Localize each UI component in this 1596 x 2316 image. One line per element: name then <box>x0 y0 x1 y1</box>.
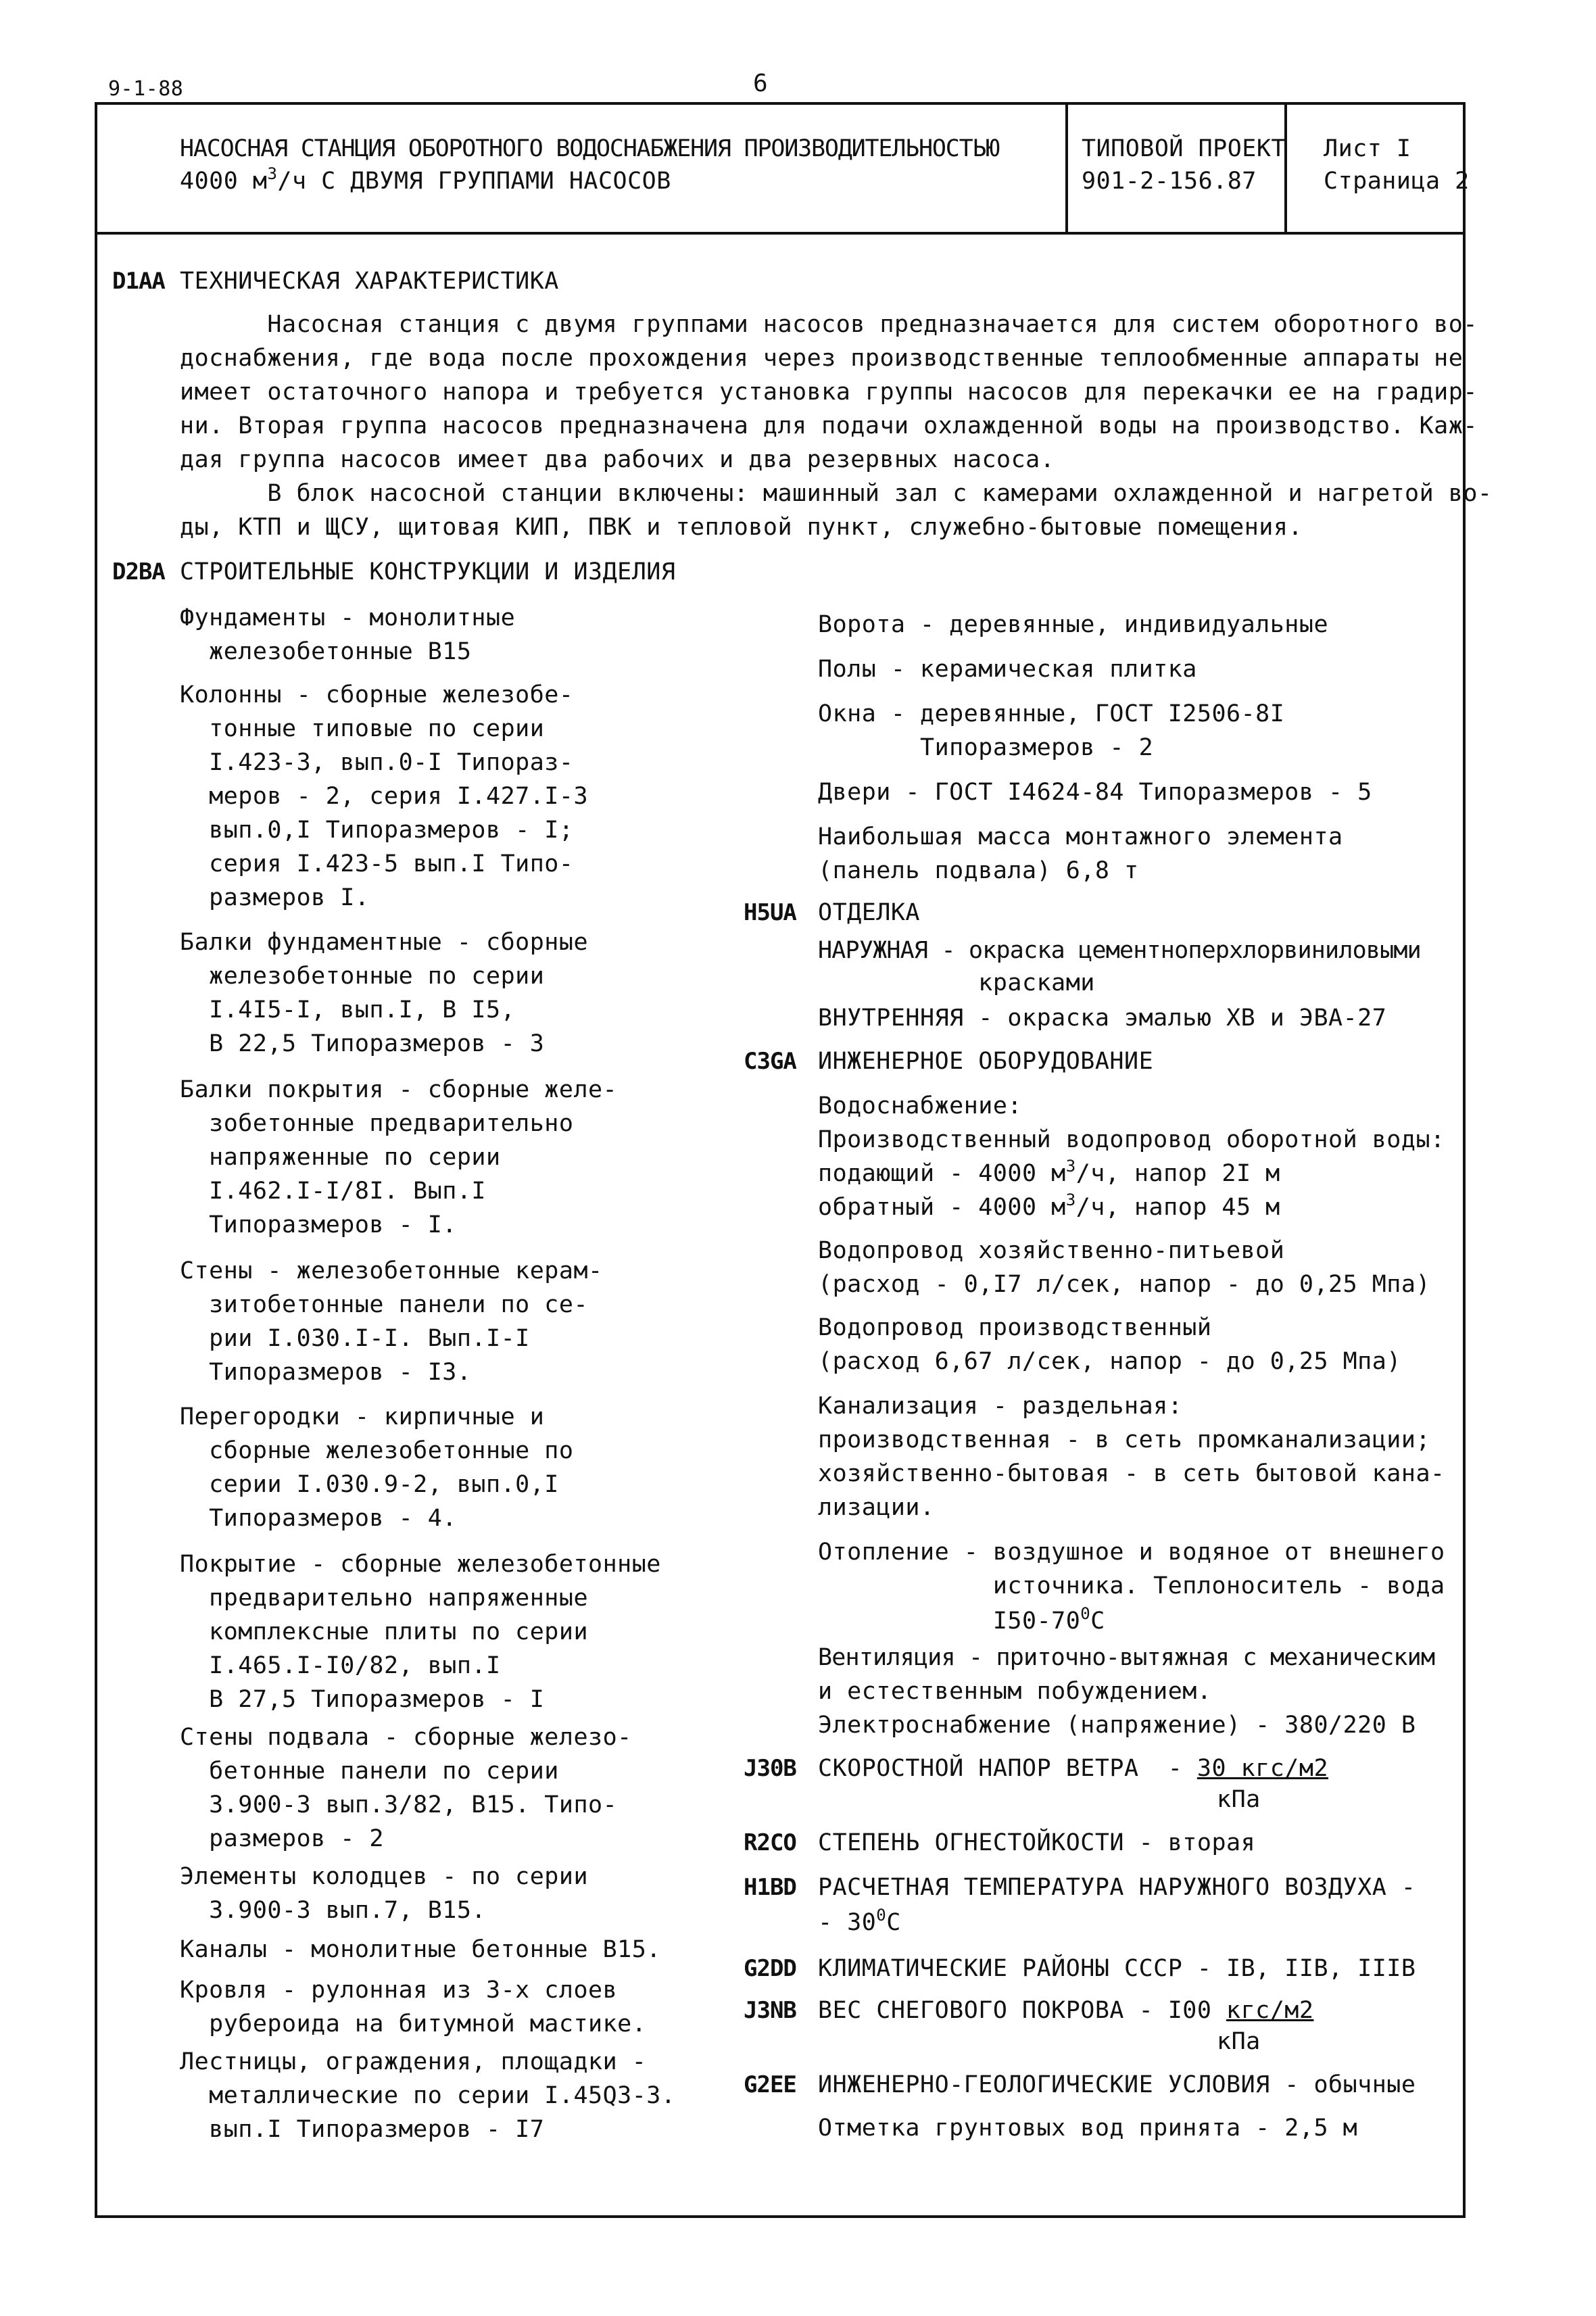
construct-left-line: Кровля - рулонная из 3-х слоев <box>180 1977 618 2004</box>
sewer-line: производственная - в сеть промканализации; <box>818 1426 1431 1453</box>
construct-left-line: Лестницы, ограждения, площадки - <box>180 2048 647 2075</box>
construct-left-line: Колонны - сборные железобе- <box>180 681 574 708</box>
construct-left-line: тонные типовые по серии <box>180 715 545 742</box>
construct-left-line: рии I.030.I-I. Вып.I-I <box>180 1325 530 1352</box>
tech-line: имеет остаточного напора и требуется установка группы насосов для перекачки ее на градир- <box>180 379 1478 406</box>
sheet-code: 9-1-88 <box>108 77 184 101</box>
geo-code: G2EE <box>744 2071 796 2098</box>
page-label: Страница 2 <box>1324 168 1470 195</box>
construct-left-line: вып.0,I Типоразмеров - I; <box>180 817 574 844</box>
construct-left-line: размеров - 2 <box>180 1825 385 1852</box>
temp-text: РАСЧЕТНАЯ ТЕМПЕРАТУРА НАРУЖНОГО ВОЗДУХА - <box>818 1874 1416 1901</box>
equip-heading: ИНЖЕНЕРНОЕ ОБОРУДОВАНИЕ <box>818 1048 1154 1075</box>
fire-code: R2CO <box>744 1829 796 1856</box>
temp-code: H1BD <box>744 1874 796 1901</box>
construct-left-line: Элементы колодцев - по серии <box>180 1863 589 1890</box>
construct-left-line: вып.I Типоразмеров - I7 <box>180 2116 545 2143</box>
project-number: 901-2-156.87 <box>1082 168 1257 195</box>
snow-value: кгс/м2 <box>1226 1997 1314 2024</box>
construct-right-line: Окна - деревянные, ГОСТ I2506-8I <box>818 700 1285 727</box>
tech-line: В блок насосной станции включены: машинный зал с камерами охлажденной и нагретой во- <box>180 480 1493 507</box>
construct-left-line: серия I.423-5 вып.I Типо- <box>180 850 574 877</box>
sheet-label: Лист I <box>1324 135 1411 162</box>
heating-line: источника. Теплоноситель - вода <box>818 1572 1445 1599</box>
industrial-line: Водопровод производственный <box>818 1314 1212 1341</box>
equip-code: C3GA <box>744 1048 796 1075</box>
construct-left-line: меров - 2, серия I.427.I-3 <box>180 783 589 810</box>
title-line-2: 4000 $м^3/ч$ С ДВУМЯ ГРУППАМИ НАСОСОВ <box>180 164 671 195</box>
finish-code: H5UA <box>744 899 796 926</box>
tech-line: доснабжения, где вода после прохождения через производственные теплообменные аппараты не <box>180 345 1464 372</box>
tech-line: дая группа насосов имеет два рабочих и два резервных насоса. <box>180 446 1055 473</box>
construct-left-line: железобетонные по серии <box>180 963 545 990</box>
tech-heading: ТЕХНИЧЕСКАЯ ХАРАКТЕРИСТИКА <box>180 268 559 295</box>
water-title: Водоснабжение: <box>818 1092 1023 1119</box>
construct-left-line: предварительно напряженные <box>180 1585 589 1612</box>
construct-right-line: Типоразмеров - 2 <box>818 734 1154 761</box>
wind-value: 30 кгс/м2 <box>1196 1755 1329 1782</box>
construct-left-line: 3.900-3 вып.7, В15. <box>180 1897 487 1924</box>
construct-left-line: I.4I5-I, вып.I, В I5, <box>180 996 516 1023</box>
construct-left-line: Балки покрытия - сборные желе- <box>180 1076 618 1103</box>
construct-left-line: Фундаменты - монолитные <box>180 604 516 631</box>
household-line: Водопровод хозяйственно-питьевой <box>818 1237 1285 1264</box>
temp-value: - $30^0С$ <box>818 1906 901 1936</box>
sewer-line: лизации. <box>818 1494 935 1521</box>
climate-code: G2DD <box>744 1955 796 1982</box>
construct-right-line: Наибольшая масса монтажного элемента <box>818 823 1343 850</box>
construct-left-line: Каналы - монолитные бетонные В15. <box>180 1936 661 1963</box>
construct-right-line: Двери - ГОСТ I4624-84 Типоразмеров - 5 <box>818 779 1372 806</box>
power-line: Электроснабжение (напряжение) - 380/220 В <box>818 1712 1416 1739</box>
construct-left-line: бетонные панели по серии <box>180 1758 559 1785</box>
construct-heading: СТРОИТЕЛЬНЫЕ КОНСТРУКЦИИ И ИЗДЕЛИЯ <box>180 558 676 585</box>
fire-text: СТЕПЕНЬ ОГНЕСТОЙКОСТИ - вторая <box>818 1829 1256 1856</box>
header-col-divider-1 <box>1065 102 1068 233</box>
construct-left-line: Типоразмеров - I. <box>180 1211 457 1238</box>
heating-line: Отопление - воздушное и водяное от внешнего <box>818 1539 1445 1566</box>
sewer-line: Канализация - раздельная: <box>818 1393 1183 1420</box>
construct-left-line: 3.900-3 вып.3/82, В15. Типо- <box>180 1791 618 1818</box>
construct-left-line: Перегородки - кирпичные и <box>180 1403 545 1430</box>
vent-line: и естественным побуждением. <box>818 1678 1212 1705</box>
industrial-line: (расход 6,67 л/сек, напор - до 0,25 Мпа) <box>818 1348 1401 1375</box>
construct-left-line: I.465.I-I0/82, вып.I <box>180 1652 501 1679</box>
header-col-divider-2 <box>1284 102 1287 233</box>
finish-line: красками <box>818 969 1095 996</box>
construct-left-line: Стены - железобетонные керам- <box>180 1257 603 1284</box>
construct-left-line: В 22,5 Типоразмеров - 3 <box>180 1030 545 1057</box>
construct-code: D2BA <box>112 558 165 585</box>
construct-left-line: Стены подвала - сборные железо- <box>180 1724 632 1751</box>
wind-code: J30B <box>744 1755 796 1782</box>
vent-line: Вентиляция - приточно-вытяжная с механическим <box>818 1644 1435 1671</box>
return-line: обратный - 4000 $м^3/ч$, напор 45 м <box>818 1190 1280 1221</box>
climate-text: КЛИМАТИЧЕСКИЕ РАЙОНЫ СССР - IВ, IIВ, IIIВ <box>818 1955 1416 1982</box>
construct-left-line: металлические по серии I.45Q3-3. <box>180 2082 676 2109</box>
construct-left-line: напряженные по серии <box>180 1144 501 1171</box>
tech-code: D1AA <box>112 268 165 295</box>
construct-left-line: комплексные плиты по серии <box>180 1618 589 1645</box>
construct-left-line: железобетонные В15 <box>180 638 472 665</box>
title-line-1: НАСОСНАЯ СТАНЦИЯ ОБОРОТНОГО ВОДОСНАБЖЕНИЯ ПРОИЗВОДИТЕЛЬНОСТЬЮ <box>180 135 1000 162</box>
construct-right-line: (панель подвала) 6,8 т <box>818 857 1139 884</box>
tech-line: Насосная станция с двумя группами насосов предназначается для систем оборотного во- <box>180 311 1478 338</box>
finish-line: НАРУЖНАЯ - окраска цементноперхлорвиниловыми <box>818 937 1421 964</box>
construct-left-line: Балки фундаментные - сборные <box>180 929 589 956</box>
construct-left-line: зобетонные предварительно <box>180 1110 574 1137</box>
finish-line: ВНУТРЕННЯЯ - окраска эмалью ХВ и ЭВА-27 <box>818 1005 1387 1032</box>
snow-code: J3NB <box>744 1997 796 2024</box>
construct-left-line: рубероида на битумной мастике. <box>180 2010 647 2037</box>
construct-right-line: Ворота - деревянные, индивидуальные <box>818 611 1329 638</box>
header-divider <box>95 232 1466 235</box>
tech-line: ни. Вторая группа насосов предназначена для подачи охлажденной воды на производство. Каж- <box>180 412 1478 439</box>
snow-text: ВЕС СНЕГОВОГО ПОКРОВА - I00 кгс/м2 <box>818 1997 1314 2024</box>
project-label: ТИПОВОЙ ПРОЕКТ <box>1082 135 1286 162</box>
snow-unit: кПа <box>1217 2028 1261 2055</box>
construct-left-line: I.462.I-I/8I. Вып.I <box>180 1178 487 1205</box>
construct-right-line: Полы - керамическая плитка <box>818 656 1197 683</box>
supply-line: подающий - 4000 $м^3/ч$, напор 2I м <box>818 1157 1280 1187</box>
tech-line: ды, КТП и ЩСУ, щитовая КИП, ПВК и тепловой пункт, служебно-бытовые помещения. <box>180 514 1303 541</box>
heating-temp: $I50-70^0С$ <box>818 1604 1105 1635</box>
prod-title: Производственный водопровод оборотной воды: <box>818 1126 1445 1153</box>
geo-text: ИНЖЕНЕРНО-ГЕОЛОГИЧЕСКИЕ УСЛОВИЯ - обычные <box>818 2071 1416 2098</box>
household-line: (расход - 0,I7 л/сек, напор - до 0,25 Мпа) <box>818 1271 1431 1298</box>
finish-heading: ОТДЕЛКА <box>818 899 921 926</box>
construct-left-line: В 27,5 Типоразмеров - I <box>180 1686 545 1713</box>
construct-left-line: Покрытие - сборные железобетонные <box>180 1551 661 1578</box>
construct-left-line: I.423-3, вып.0-I Типораз- <box>180 749 574 776</box>
construct-left-line: зитобетонные панели по се- <box>180 1291 589 1318</box>
construct-left-line: Типоразмеров - I3. <box>180 1359 472 1386</box>
page-number: 6 <box>753 70 769 97</box>
construct-left-line: серии I.030.9-2, вып.0,I <box>180 1471 559 1498</box>
construct-left-line: сборные железобетонные по <box>180 1437 574 1464</box>
sewer-line: хозяйственно-бытовая - в сеть бытовой кана- <box>818 1460 1445 1487</box>
wind-text: СКОРОСТНОЙ НАПОР ВЕТРА - 30 кгс/м2 <box>818 1755 1329 1782</box>
construct-left-line: Типоразмеров - 4. <box>180 1505 457 1532</box>
wind-unit: кПа <box>1217 1786 1261 1813</box>
ground-water-line: Отметка грунтовых вод принята - 2,5 м <box>818 2115 1358 2142</box>
construct-left-line: размеров I. <box>180 884 370 911</box>
